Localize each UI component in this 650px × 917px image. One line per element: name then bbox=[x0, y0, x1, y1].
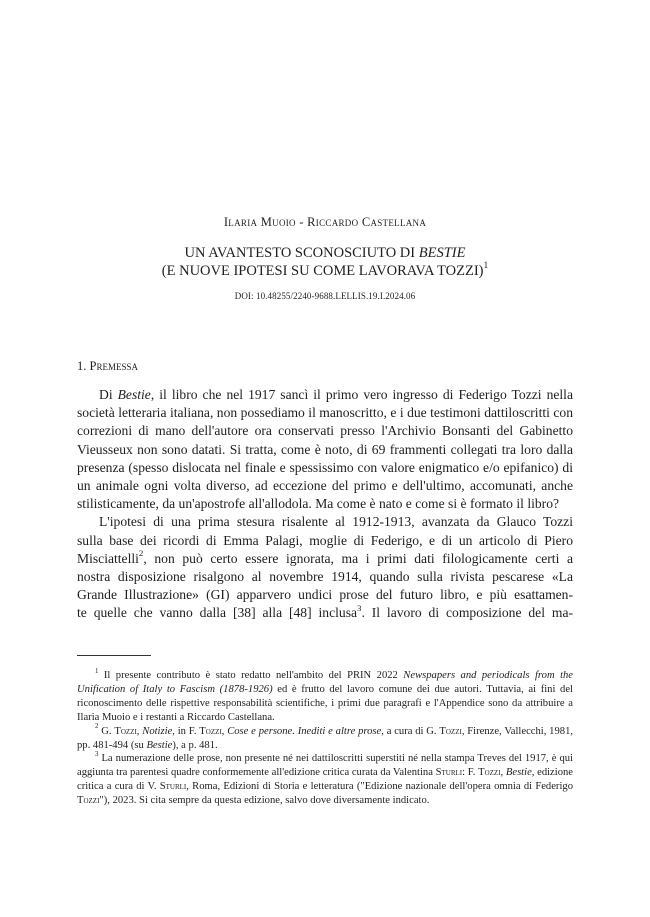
body-text bbox=[77, 386, 573, 623]
title-line-1-text: UN AVANTESTO SCONOSCIUTO DI bbox=[184, 245, 419, 261]
title-line-2 bbox=[0, 262, 650, 280]
footnotes bbox=[77, 669, 573, 808]
footnote-2: $^2$ G. Tozzi, Notizie, in F. Tozzi, Cose e persone. Inediti e altre prose, a cura di G. Tozzi, Firenze, Vallecchi, 1981, pp. 481-494 (su Bestie), a p. 481. bbox=[77, 723, 574, 751]
paragraph-2-line: te quelle che vanno dalla [38] alla [48] inclusa$^3$. Il lavoro di composizione del ma- bbox=[77, 603, 574, 621]
paragraph-2-line: sulla base dei ricordi di Emma Palagi, moglie di Federigo, e di un articolo di Piero bbox=[77, 532, 573, 548]
footnote-1: $^1$ Il presente contributo è stato redatto nell'ambito del PRIN 2022 Newspapers and periodicals from the Unification of Italy to Fascism (1878-1926) ed è frutto del lavoro comune dei due autori. Tuttavia, ai fini del riconoscimento delle rispettive responsabilità scientifiche, i primi due paragrafi e l'Appendice sono da attribuire a Ilaria Muoio e i restanti a Riccardo Castellana. bbox=[77, 667, 574, 723]
footnote-3: $^3$ La numerazione delle prose, non presente né nei dattiloscritti superstiti né nella stampa Treves del 1917, è qui aggiunta tra parentesi quadre conformemente all'edizione critica curata da Valentina Sturli: F. Tozzi, Bestie, edizione critica a cura di V. Sturli, Roma, Edizioni di Storia e letteratura ("Edizione nazionale dell'opera omnia di Federigo Tozzi"), 2023. Si cita sempre da questa edizione, salvo dove diversamente indicato. bbox=[77, 751, 574, 807]
footnote-separator bbox=[77, 655, 151, 656]
title-line-1 bbox=[0, 244, 650, 262]
title-footnote-marker: 1 bbox=[483, 261, 489, 272]
paragraph-2-line: Misciattelli$^2$, non può certo essere ignorata, ma i primi dati filologicamente certi a bbox=[77, 548, 573, 566]
paragraph-2-line: L'ipotesi di una prima stesura risalente al 1912-1913, avanzata da Glauco Tozzi bbox=[99, 514, 573, 530]
paragraph-1: Di Bestie, il libro che nel 1917 sancì il primo vero ingresso di Federigo Tozzi nella società letteraria italiana, non possediamo il manoscritto, e i due testimoni dattiloscritti con correzioni di mano dell'autore ora conservati presso l'Archivio Bonsanti del Gabinetto Vieusseux non sono datati. Si tratta, come è noto, di 69 frammenti collegati tra loro dalla presenza (spesso dislocata nel finale e spessissimo con valore enigmatico e/o epifanico) di un animale ogni volta diverso, ad eccezione del primo e dell'ultimo, accomunati, anche stilisticamente, da un'apostrofe all'allodola. Ma come è nato e come si è formato il libro? bbox=[77, 387, 573, 512]
paragraph-2 bbox=[77, 513, 573, 622]
authors-line: Ilaria Muoio - Riccardo Castellana bbox=[223, 215, 427, 229]
title-italic-word: BESTIE bbox=[418, 245, 466, 261]
section-heading: 1. Premessa bbox=[77, 359, 138, 373]
doi-line: DOI: 10.48255/2240-9688.LELLIS.19.I.2024.06 bbox=[234, 291, 416, 301]
paragraph-2-line: nostra disposizione risalgono al novembre 1914, quando sulla rivista pescarese «La bbox=[77, 569, 573, 585]
article-title bbox=[0, 244, 650, 280]
paragraph-2-line: Grande Illustrazione» (GI) apparvero undici prose del futuro libro, e più esattamen- bbox=[77, 587, 573, 603]
title-line-2-text: (E NUOVE IPOTESI SU COME LAVORAVA TOZZI) bbox=[161, 263, 484, 279]
